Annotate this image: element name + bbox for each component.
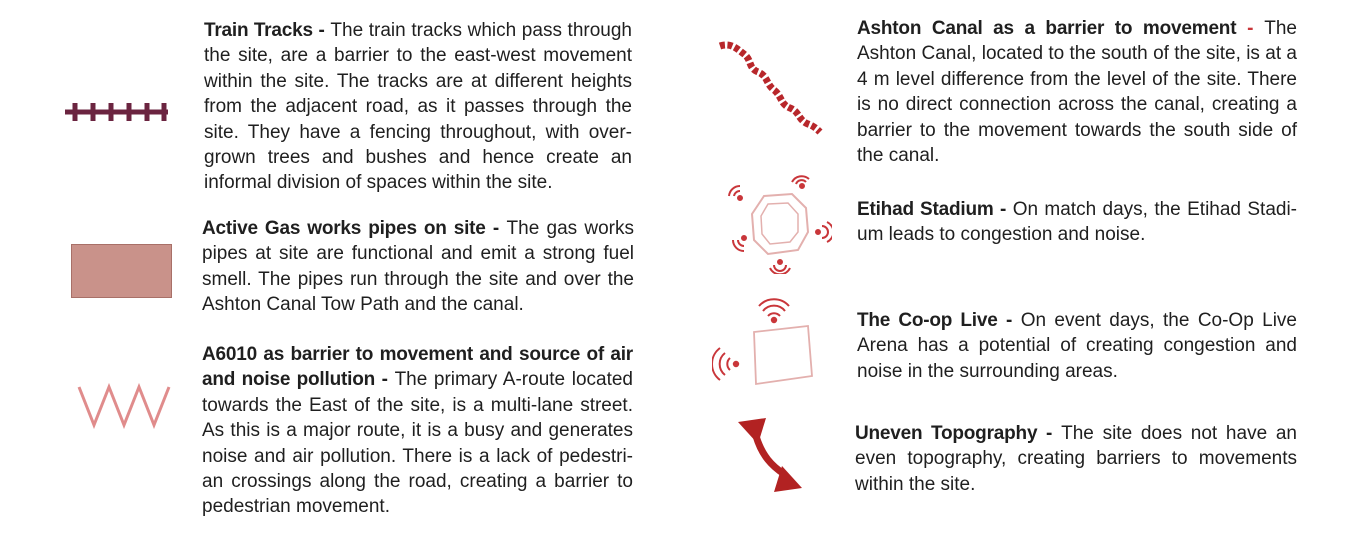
double-arrow-icon — [732, 414, 808, 496]
legend-separator: - — [312, 20, 331, 41]
legend-description: On event days, the Co-Op Live Arena has a potential of creating congestion and noise in the surrounding areas. — [857, 310, 1297, 382]
gas-pipe-area-icon — [71, 244, 172, 299]
legend-title: Ashton Canal as a barrier to movement — [857, 18, 1237, 39]
legend-separator: - — [485, 218, 507, 239]
legend-item-gas-works — [202, 216, 634, 318]
stadium-noise-icon — [724, 174, 832, 274]
legend-title: Active Gas works pipes on site — [202, 218, 486, 239]
legend-item-a6010 — [202, 342, 633, 520]
legend-title: Train Tracks — [204, 20, 313, 41]
legend-description: The Ashton Canal, located to the south of the site, is at a 4 m level difference from the level of the site. There is no direct connection across the canal, creating a barrier to the movement towards the south side of the canal. — [857, 18, 1297, 167]
legend-title: A6010 as barrier to movement and source of air and noise pollution — [202, 344, 633, 391]
legend-title: The Co-op Live — [857, 310, 998, 331]
zigzag-road-icon — [77, 383, 171, 429]
legend-title: Etihad Stadium — [857, 199, 994, 220]
legend-separator: - — [1037, 423, 1062, 444]
legend-item-coop-live — [857, 308, 1297, 384]
legend-item-train-tracks — [204, 18, 632, 196]
legend-item-uneven-topography — [855, 421, 1297, 497]
legend-separator: - — [997, 310, 1021, 331]
legend-separator: - — [375, 369, 395, 391]
railway-track-icon — [64, 100, 170, 124]
legend-separator: - — [993, 199, 1013, 220]
legend-description: On match days, the Etihad Stadi-um leads to congestion and noise. — [857, 199, 1297, 246]
legend-item-etihad-stadium — [857, 197, 1297, 248]
legend-item-ashton-canal — [857, 16, 1297, 168]
arena-noise-icon — [712, 296, 820, 390]
legend-title: Uneven Topography — [855, 423, 1038, 444]
legend-description: The gas works pipes at site are functional and emit a strong fuel smell. The pipes run through the site and over the Ashton Canal Tow Path and the canal. — [202, 218, 635, 316]
legend-description: The primary A-route located towards the East of the site, is a multi-lane street. As this is a major route, it is a busy and generates noise and air pollution. There is a lack of pedestri-an crossings along the road, creating a barrier to pedestrian movement. — [202, 369, 633, 518]
wavy-canal-icon — [714, 40, 826, 136]
legend-separator: - — [1236, 18, 1265, 39]
legend-description: The site does not have an even topography, creating barriers to movements within the site. — [855, 423, 1297, 495]
legend-description: The train tracks which pass through the site, are a barrier to the east-west movement within the site. The tracks are at different heights from the adjacent road, as it passes through the site. They have a fencing throughout, with over-grown trees and bushes and hence create an informal division of spaces within the site. — [204, 20, 632, 194]
